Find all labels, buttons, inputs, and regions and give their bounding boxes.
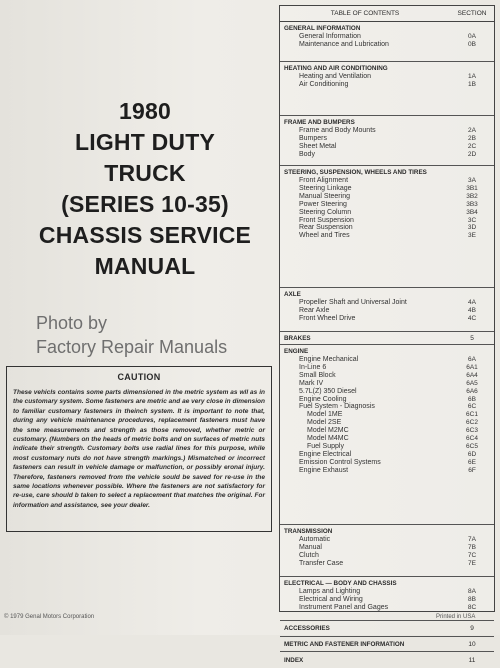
toc-entry-code: 2B [468,134,476,142]
toc-section-title: FRAME AND BUMPERS [284,119,355,126]
toc-entry-code: 8C [467,603,477,611]
toc-single-entry [280,652,494,668]
toc-section-title: INDEX [284,656,304,664]
toc-entry-code: 6D [467,450,477,458]
toc-entry-label: Fuel Supply [307,442,344,450]
toc-single-entry [280,332,494,344]
toc-entry [280,33,494,41]
toc-entry-label: Mark IV [299,379,324,387]
toc-section-title: HEATING AND AIR CONDITIONING [284,65,388,72]
toc-entry-label: Bumpers [299,134,328,142]
toc-entry-label: Propeller Shaft and Universal Joint [299,299,407,306]
toc-entry-label: Manual Steering [299,192,350,200]
toc-entry-label: Lamps and Lighting [299,588,361,595]
toc-entry [280,81,494,89]
printed-notice: Printed in USA [436,614,476,620]
toc-entry-label: Sheet Metal [299,142,337,150]
toc-entry-code: 2A [468,127,476,134]
toc-entry [280,232,494,240]
toc-entry-code: 10 [468,640,476,648]
toc-entry-label: Fuel System - Diagnosis [299,403,375,411]
toc-entry-code: 4B [468,306,476,314]
toc-section-title: BRAKES [284,334,311,342]
toc-entry-code: 6A [468,356,476,363]
toc-single-entry [280,637,494,651]
toc-entry-code: 3D [467,224,477,232]
toc-entry-code: 6E [468,458,476,466]
toc-entry-code: 3B2 [466,192,478,200]
toc-entry [280,127,494,135]
toc-entry [280,388,494,396]
toc-entry-code: 6C4 [466,435,478,443]
toc-entry [280,560,494,568]
toc-entry [280,73,494,81]
toc-entry-code: 9 [470,625,474,632]
title-line: LIGHT DUTY [75,129,215,155]
toc-entry-code: 6B [468,395,476,403]
toc-section-title: ELECTRICAL — BODY AND CHASSIS [284,580,397,587]
toc-entry [280,193,494,201]
toc-section [280,637,494,652]
toc-entry [280,380,494,388]
toc-section-title: STEERING, SUSPENSION, WHEELS AND TIRES [284,169,427,176]
toc-entry-label: Electrical and Wiring [299,595,363,603]
photo-watermark [36,311,227,359]
toc-entry-code: 4C [467,314,477,322]
toc-section [280,116,494,166]
toc-entry-label: 5.7L(Z) 350 Diesel [299,387,357,395]
toc-entry-label: Engine Mechanical [299,356,359,363]
toc-entry-code: 7C [467,551,477,559]
toc-entry-label: Model M2MC [307,427,349,435]
title-line: MANUAL [94,253,196,279]
toc-section [280,288,494,332]
toc-entry-label: Rear Suspension [299,224,353,232]
toc-entry-code: 0B [468,40,476,48]
toc-section [280,345,494,525]
toc-entry [280,443,494,451]
toc-entry [280,356,494,364]
toc-entry-label: Engine Cooling [299,395,347,403]
toc-section [280,525,494,577]
toc-entry-label: Front Alignment [299,177,349,184]
toc-entry-code: 3B3 [466,200,478,208]
toc-entry-label: Air Conditioning [299,80,349,88]
toc-body [280,22,494,668]
toc-entry-code: 0A [468,33,476,40]
toc-entry-label: Wheel and Tires [299,232,350,240]
toc-section [280,166,494,288]
toc-entry [280,467,494,475]
toc-entry [280,536,494,544]
toc-single-entry [280,621,494,636]
toc-section-title: AXLE [284,291,301,298]
toc-section-title: ENGINE [284,348,309,355]
toc-entry-code: 6C2 [466,419,478,427]
toc-entry [280,307,494,315]
toc-entry-label: Model M4MC [307,435,349,443]
toc-entry [280,224,494,232]
toc-entry [280,135,494,143]
toc-entry-label: Engine Exhaust [299,466,349,474]
toc-section-title: TRANSMISSION [284,528,333,535]
toc-entry [280,396,494,404]
toc-entry-label: Automatic [299,536,331,543]
toc-section [280,652,494,668]
toc-entry-code: 6A5 [466,379,478,387]
toc-entry [280,403,494,411]
toc-header-section: SECTION [457,10,487,17]
toc-entry-code: 7E [468,559,476,567]
toc-entry [280,209,494,217]
toc-entry-label: Engine Electrical [299,450,352,458]
toc-entry-label: Instrument Panel and Gages [299,603,389,611]
toc-entry-label: Power Steering [299,200,347,208]
caution-box [6,366,272,532]
toc-entry-label: Steering Linkage [299,184,352,192]
toc-entry [280,372,494,380]
toc-entry [280,41,494,49]
watermark-line: Photo by [36,313,108,333]
toc-entry-label: Body [299,150,315,158]
manual-title [14,96,276,282]
toc-entry-label: Heating and Ventilation [299,73,371,80]
toc-entry [280,151,494,159]
toc-entry [280,459,494,467]
toc-entry-code: 6A6 [466,387,478,395]
toc-entry-code: 3A [468,177,476,184]
toc-entry [280,604,494,612]
toc-entry-code: 3E [468,232,476,240]
toc-entry-label: Emission Control Systems [299,458,381,466]
toc-entry-label: Model 1ME [307,411,343,419]
toc-entry-code: 1B [468,80,476,88]
toc-entry-code: 6A1 [466,363,478,371]
toc-entry-code: 8B [468,595,476,603]
toc-entry-code: 5 [470,334,474,342]
toc-entry-label: General Information [299,33,361,40]
toc-entry-code: 6F [468,466,476,474]
toc-entry [280,419,494,427]
toc-entry [280,544,494,552]
toc-entry-code: 6C [467,403,477,411]
toc-entry-label: Maintenance and Lubrication [299,40,389,48]
toc-section-title: GENERAL INFORMATION [284,25,361,32]
toc-entry-code: 6C1 [466,411,478,419]
caution-text: These vehicls contains some parts dimensioned in the metric system as wll as in the customary system. Some fasteners are metric and ae very close in dimension to familiar customary fasteners in theinch system. It is important to note that, during any vehicle maintenance procedures, replacement fasteners must have the sme measurements and strength as those removed, whether metric or customary. (Numbers on the heads of metric bolts and on surfaces of metric nuts indicate their strength. Customary bolts use radial lines for this purpose, while most customary nuts do not have strength markings.) Mismatched or incorrect fasteners can result in vehicle damage or malfunction, or possibly eronal injury. Therefore, fasteners removed from the vehicle sould be saved for re-use in the same locations whenever possible. Where the fasteners are not satisfactory for re-use, care should b taken to select a replacement that matches the original. For information and assistance, see your dealer. [13,389,265,509]
toc-entry-code: 6C3 [466,427,478,435]
toc-header-title: TABLE OF CONTENTS [330,10,400,17]
toc-section-title: ACCESSORIES [284,625,330,632]
title-line: (SERIES 10-35) [61,191,229,217]
toc-section [280,332,494,345]
toc-entry-label: Frame and Body Mounts [299,127,376,134]
toc-entry [280,201,494,209]
toc-entry [280,217,494,225]
toc-entry-code: 3B4 [466,208,478,216]
toc-entry-code: 6C5 [466,442,478,450]
title-line: 1980 [119,98,171,124]
toc-entry-code: 3C [467,216,477,224]
toc-entry [280,299,494,307]
toc-entry-label: Front Wheel Drive [299,314,356,322]
title-line: TRUCK [104,160,186,186]
toc-entry-code: 11 [468,656,476,664]
title-line: CHASSIS SERVICE [38,222,252,248]
toc-entry-code: 2C [467,142,477,150]
toc-header [280,6,494,22]
toc-entry-code: 3B1 [466,184,478,192]
toc-section-title: METRIC AND FASTENER INFORMATION [284,640,405,648]
toc-entry-label: In-Line 6 [299,363,327,371]
toc-entry [280,364,494,372]
caution-title: CAUTION [117,372,161,382]
toc-entry-code: 4A [468,299,476,306]
toc-entry-label: Clutch [299,551,319,559]
watermark-line: Factory Repair Manuals [36,337,228,357]
toc-entry-code: 8A [468,588,476,595]
toc-entry-label: Rear Axle [299,306,330,314]
toc-entry-label: Front Suspension [299,216,354,224]
toc-entry [280,588,494,596]
toc-entry-code: 6A4 [466,371,478,379]
toc-entry-code: 7B [468,543,476,551]
toc-entry-label: Steering Column [299,208,352,216]
toc-entry [280,411,494,419]
toc-entry [280,435,494,443]
toc-entry [280,315,494,323]
toc-entry-label: Manual [299,543,322,551]
toc-entry-label: Small Block [299,371,336,379]
toc-section [280,577,494,621]
toc-entry-code: 2D [467,150,477,158]
toc-entry [280,177,494,185]
toc-entry-code: 7A [468,536,476,543]
toc-entry [280,596,494,604]
toc-entry-label: Transfer Case [299,559,344,567]
toc-section [280,621,494,637]
copyright-notice: © 1979 Genal Motors Corporation [4,614,95,620]
toc-section [280,62,494,116]
toc-entry [280,185,494,193]
toc-entry-code: 1A [468,73,476,80]
toc-section [280,22,494,62]
toc-entry [280,427,494,435]
toc-entry [280,451,494,459]
toc-entry [280,552,494,560]
toc-entry-label: Model 2SE [307,419,342,427]
toc-entry [280,143,494,151]
